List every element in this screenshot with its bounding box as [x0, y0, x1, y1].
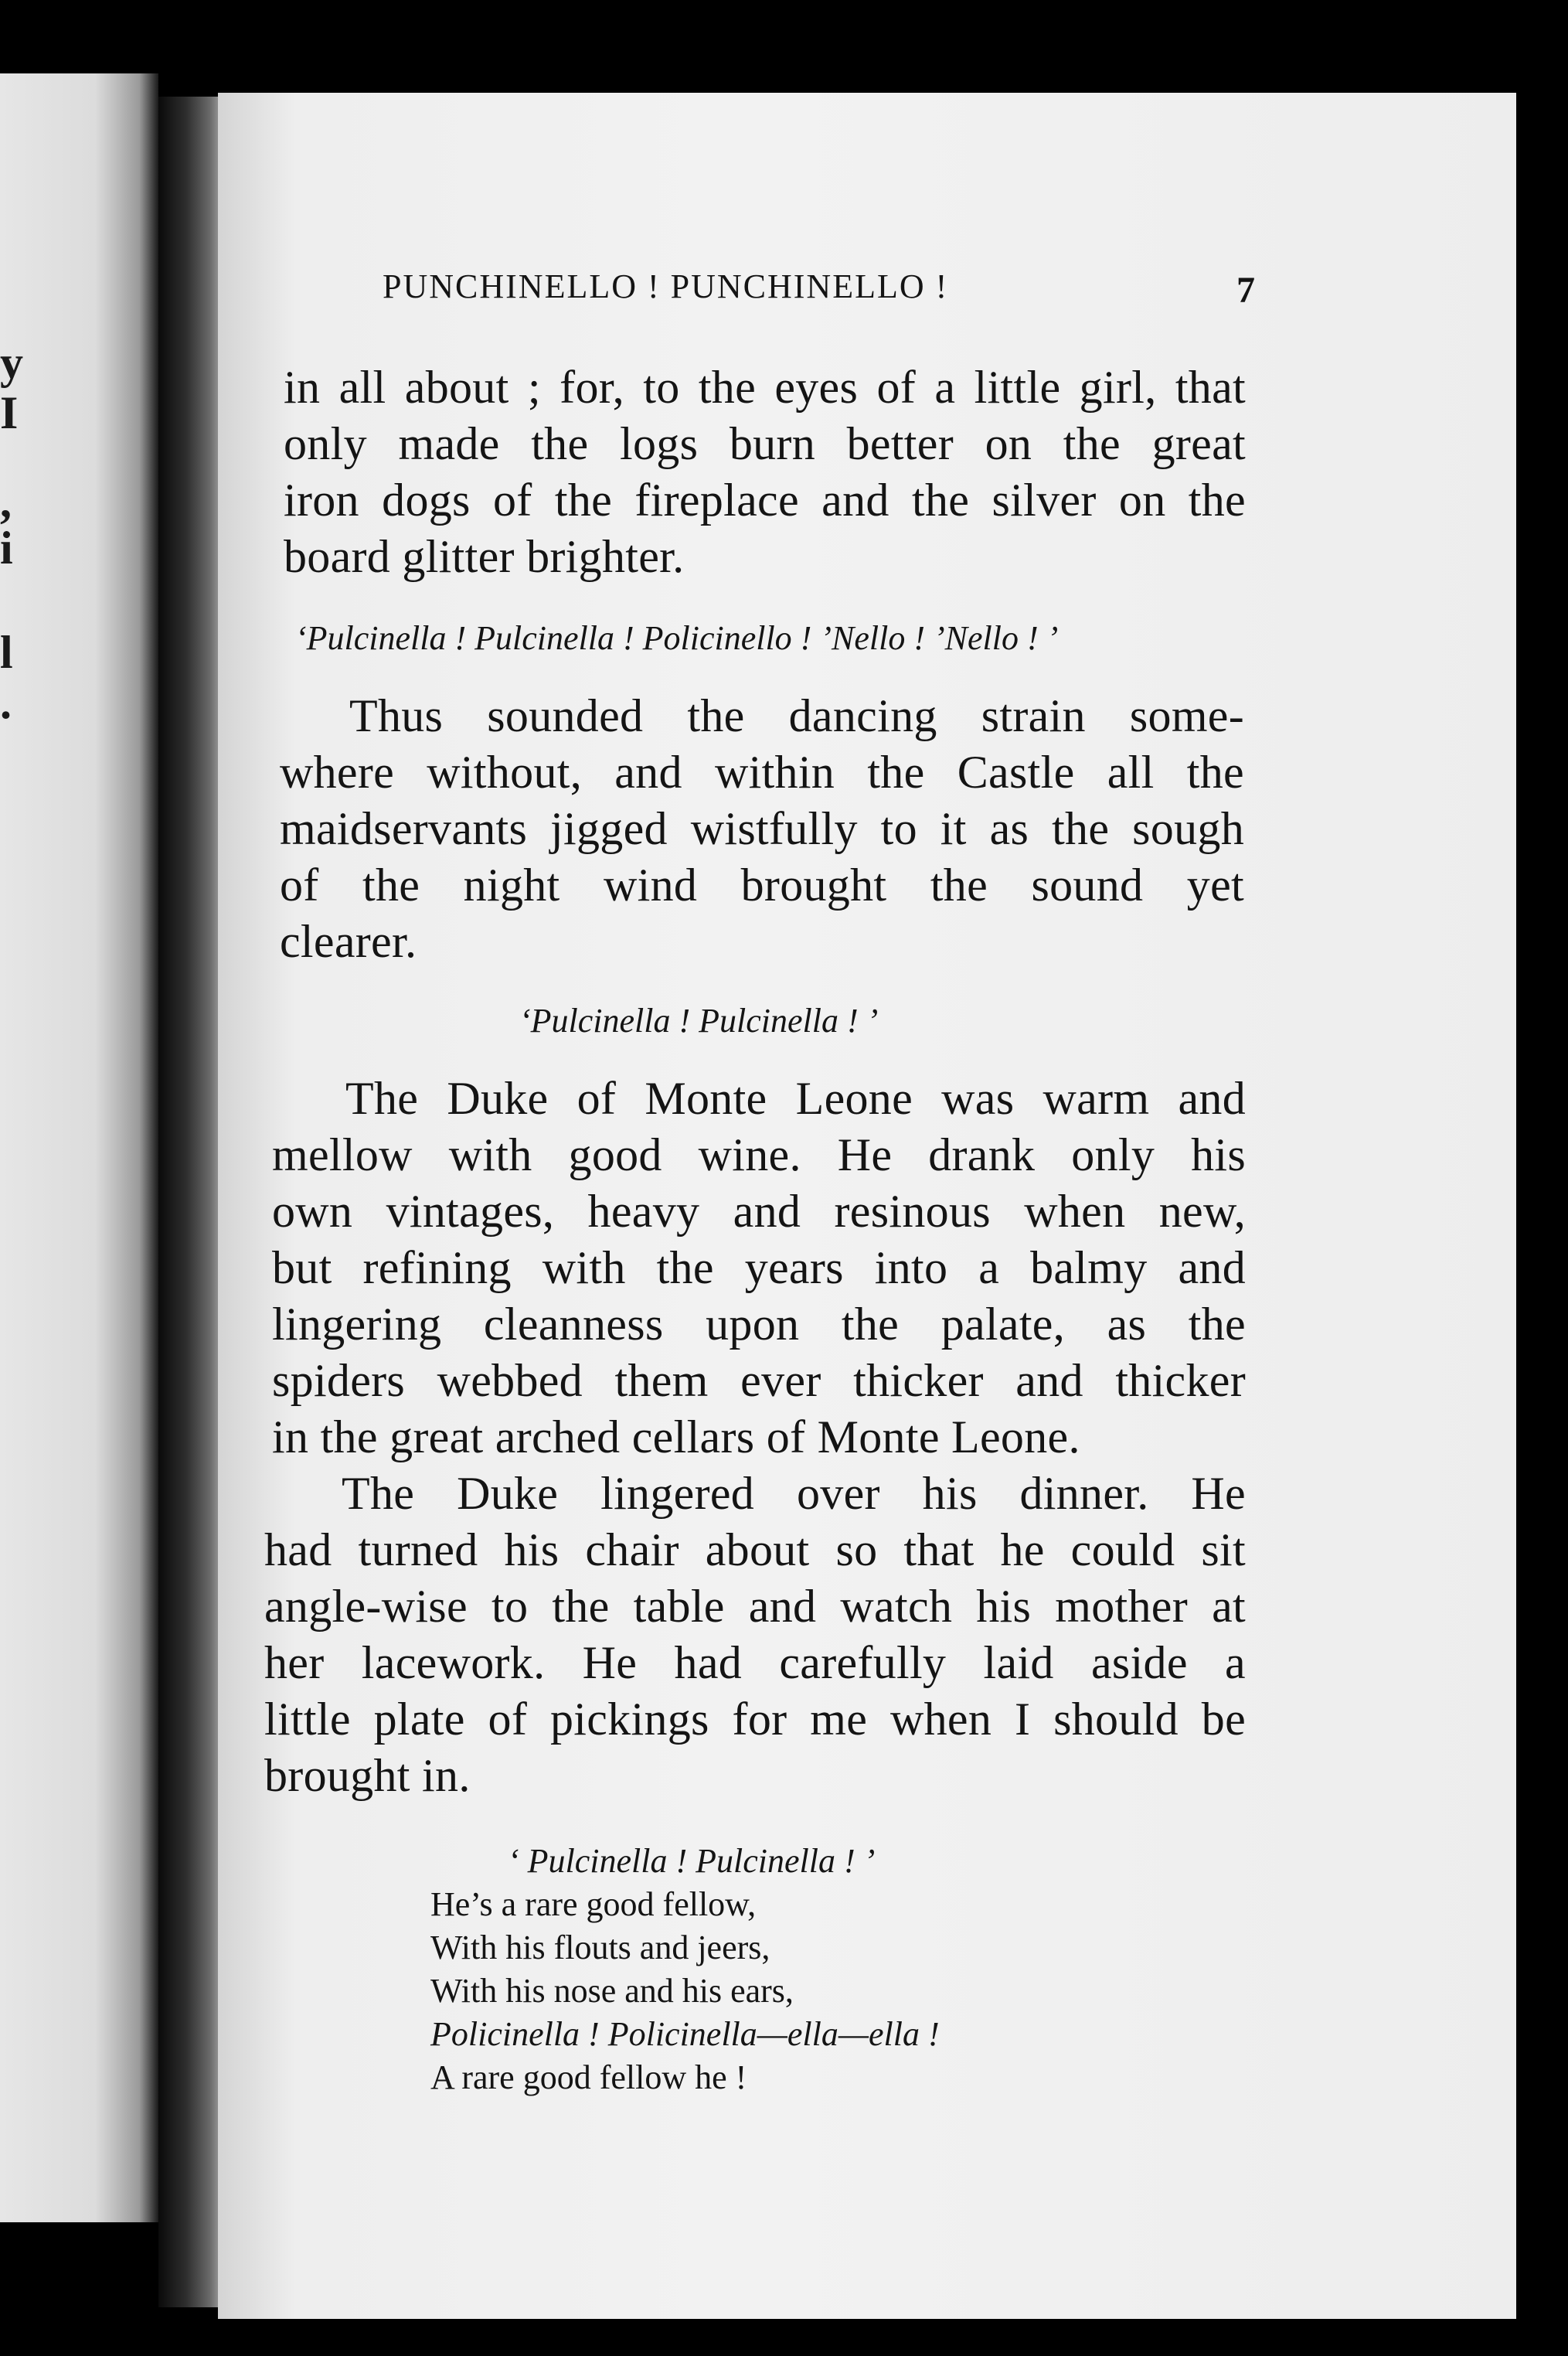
facing-page-edge [0, 73, 158, 2222]
text-line: spiders webbed them ever thicker and thicker [272, 1355, 1246, 1406]
verse-line: ‘ Pulcinella ! Pulcinella ! ’ [508, 1842, 876, 1880]
facing-page-glyph: I [0, 387, 19, 438]
text-line: in the great arched cellars of Monte Leone. [272, 1411, 1080, 1462]
verse-line: A rare good fellow he ! [430, 2058, 747, 2096]
text-line: lingering cleanness upon the palate, as the [272, 1299, 1246, 1350]
text-line: where without, and within the Castle all the [280, 747, 1244, 798]
text-line: clearer. [280, 916, 417, 967]
text-line: of the night wind brought the sound yet [280, 860, 1244, 911]
text-line: her lacework. He had carefully laid aside a [264, 1637, 1246, 1688]
text-line: brought in. [264, 1750, 471, 1801]
text-line: only made the logs burn better on the great [284, 418, 1246, 469]
verse-line: With his flouts and jeers, [430, 1929, 770, 1966]
text-line: little plate of pickings for me when I should be [264, 1694, 1246, 1745]
text-line: maidservants jigged wistfully to it as the sough [280, 803, 1244, 854]
facing-page-glyph: . [0, 677, 12, 728]
text-line: in all about ; for, to the eyes of a little girl, that [284, 362, 1246, 413]
text-line: own vintages, heavy and resinous when new, [272, 1186, 1246, 1237]
facing-page-glyph: l [0, 627, 13, 678]
book-page [218, 93, 1516, 2319]
text-line: had turned his chair about so that he could sit [264, 1524, 1246, 1575]
text-line: iron dogs of the fireplace and the silver on the [284, 475, 1246, 526]
verse-line: Policinella ! Policinella—ella—ella ! [430, 2015, 940, 2053]
refrain-line: ‘Pulcinella ! Pulcinella ! ’ [519, 1002, 879, 1040]
refrain-line: ‘Pulcinella ! Pulcinella ! Policinello ! ’Nello ! ’Nello ! ’ [295, 619, 1059, 657]
verse-line: With his nose and his ears, [430, 1972, 794, 2010]
page-number: 7 [1236, 270, 1255, 311]
text-line: angle-wise to the table and watch his mother at [264, 1581, 1246, 1632]
verse-line: He’s a rare good fellow, [430, 1885, 757, 1923]
facing-page-glyph: , [0, 476, 12, 527]
text-line: Thus sounded the dancing strain some- [349, 690, 1244, 741]
text-line: The Duke of Monte Leone was warm and [345, 1073, 1246, 1124]
text-line: mellow with good wine. He drank only his [272, 1129, 1246, 1180]
facing-page-glyph: y [0, 337, 23, 388]
text-line: The Duke lingered over his dinner. He [342, 1468, 1246, 1519]
facing-page-glyph: i [0, 523, 13, 574]
running-head: PUNCHINELLO ! PUNCHINELLO ! [383, 267, 949, 305]
text-line: but refining with the years into a balmy and [272, 1242, 1246, 1293]
text-line: board glitter brighter. [284, 531, 685, 582]
